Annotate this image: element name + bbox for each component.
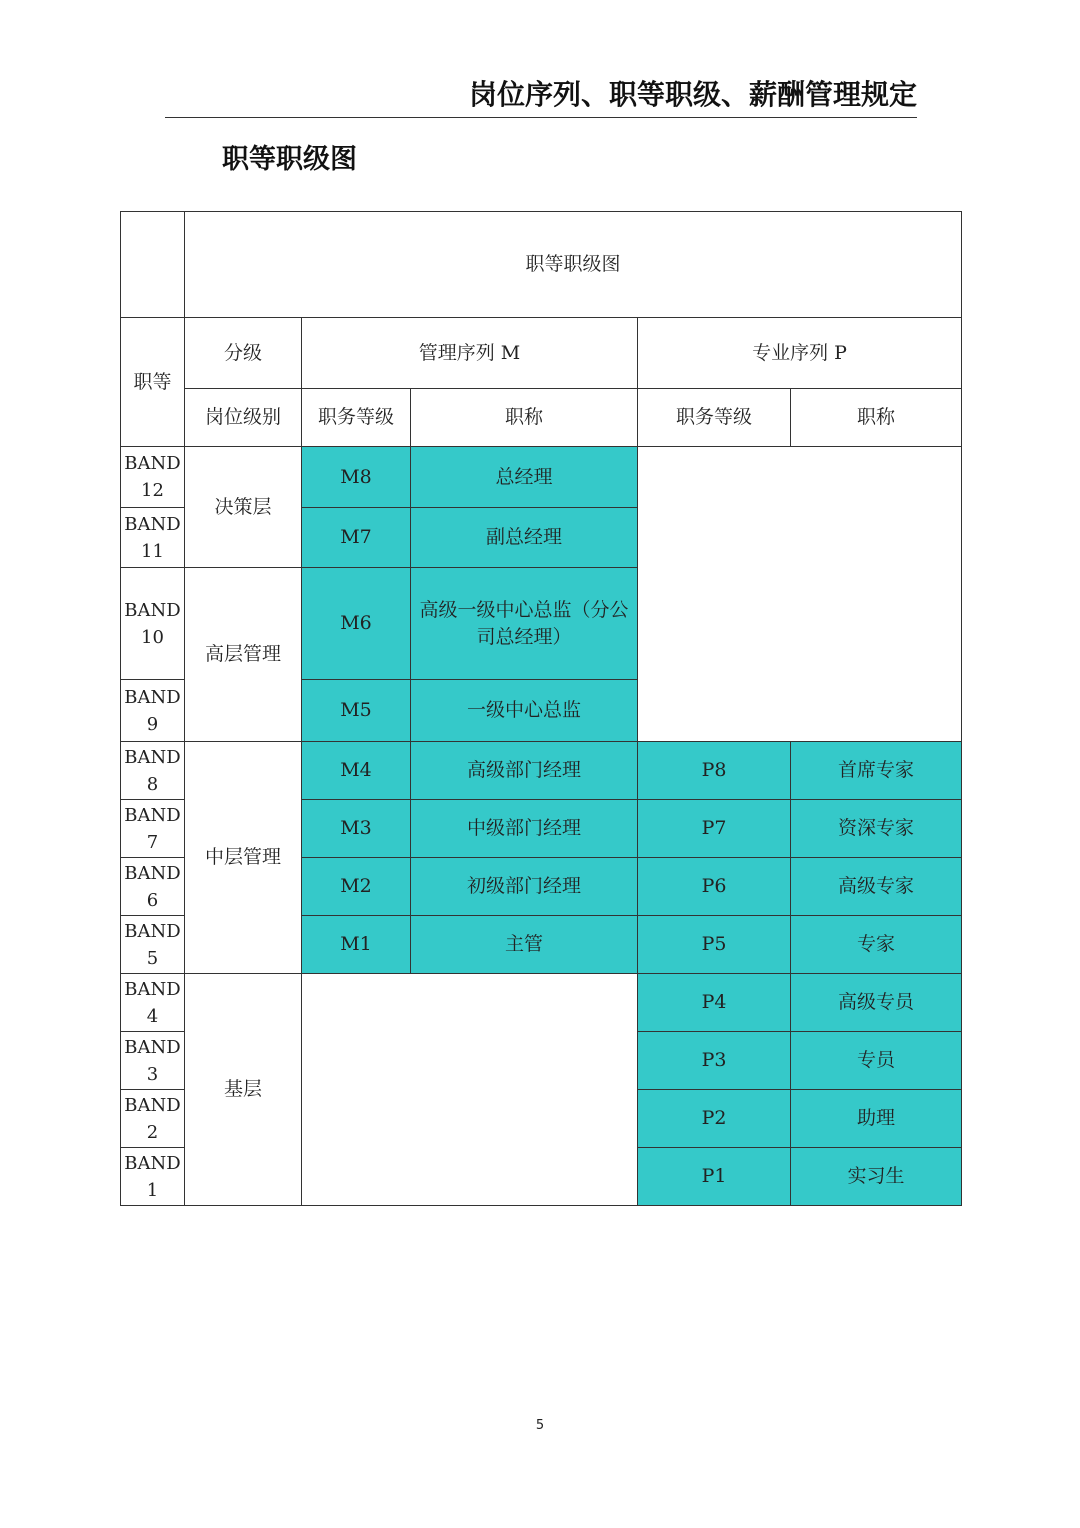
level-base: 基层 bbox=[185, 974, 302, 1206]
mgmt-grade-cell: M6 bbox=[302, 568, 411, 680]
header-mgmt-title: 职称 bbox=[411, 389, 638, 447]
prof-grade-cell: P5 bbox=[638, 916, 791, 974]
band-cell: BAND12 bbox=[121, 447, 185, 508]
band-cell: BAND3 bbox=[121, 1032, 185, 1090]
mgmt-grade-cell: M3 bbox=[302, 800, 411, 858]
band-cell: BAND1 bbox=[121, 1148, 185, 1206]
mgmt-grade-cell: M2 bbox=[302, 858, 411, 916]
prof-grade-cell: P1 bbox=[638, 1148, 791, 1206]
prof-title-cell: 专员 bbox=[791, 1032, 962, 1090]
prof-title-cell: 高级专员 bbox=[791, 974, 962, 1032]
mgmt-title-cell: 初级部门经理 bbox=[411, 858, 638, 916]
mgmt-title-cell: 总经理 bbox=[411, 447, 638, 508]
prof-title-cell: 高级专家 bbox=[791, 858, 962, 916]
band-cell: BAND7 bbox=[121, 800, 185, 858]
band-cell: BAND4 bbox=[121, 974, 185, 1032]
mgmt-grade-cell: M5 bbox=[302, 680, 411, 742]
header-prof-series: 专业序列 P bbox=[638, 318, 962, 389]
header-prof-title: 职称 bbox=[791, 389, 962, 447]
mgmt-title-cell: 高级部门经理 bbox=[411, 742, 638, 800]
prof-grade-cell: P3 bbox=[638, 1032, 791, 1090]
prof-grade-cell: P8 bbox=[638, 742, 791, 800]
mgmt-grade-cell: M4 bbox=[302, 742, 411, 800]
header-fenji: 分级 bbox=[185, 318, 302, 389]
page-number: 5 bbox=[535, 1418, 545, 1433]
prof-grade-cell: P2 bbox=[638, 1090, 791, 1148]
mgmt-grade-cell: M8 bbox=[302, 447, 411, 508]
section-title: 职等职级图 bbox=[222, 144, 357, 175]
prof-grade-cell: P4 bbox=[638, 974, 791, 1032]
band-cell: BAND10 bbox=[121, 568, 185, 680]
table-corner-cell bbox=[121, 212, 185, 318]
prof-title-cell: 助理 bbox=[791, 1090, 962, 1148]
band-cell: BAND9 bbox=[121, 680, 185, 742]
mgmt-title-cell: 主管 bbox=[411, 916, 638, 974]
prof-title-cell: 专家 bbox=[791, 916, 962, 974]
header-prof-grade: 职务等级 bbox=[638, 389, 791, 447]
mgmt-grade-cell: M7 bbox=[302, 508, 411, 568]
level-middle: 中层管理 bbox=[185, 742, 302, 974]
mgmt-empty-area bbox=[302, 974, 638, 1206]
header-zhideng: 职等 bbox=[121, 318, 185, 447]
level-senior: 高层管理 bbox=[185, 568, 302, 742]
prof-title-cell: 资深专家 bbox=[791, 800, 962, 858]
mgmt-title-cell: 高级一级中心总监（分公司总经理） bbox=[411, 568, 638, 680]
mgmt-title-cell: 副总经理 bbox=[411, 508, 638, 568]
band-cell: BAND8 bbox=[121, 742, 185, 800]
header-mgmt-series: 管理序列 M bbox=[302, 318, 638, 389]
band-cell: BAND5 bbox=[121, 916, 185, 974]
grade-level-table bbox=[120, 211, 962, 1206]
header-mgmt-grade: 职务等级 bbox=[302, 389, 411, 447]
band-cell: BAND6 bbox=[121, 858, 185, 916]
prof-grade-cell: P7 bbox=[638, 800, 791, 858]
table-title: 职等职级图 bbox=[185, 212, 962, 318]
mgmt-title-cell: 一级中心总监 bbox=[411, 680, 638, 742]
mgmt-title-cell: 中级部门经理 bbox=[411, 800, 638, 858]
document-header-title: 岗位序列、职等职级、薪酬管理规定 bbox=[165, 72, 917, 118]
prof-title-cell: 实习生 bbox=[791, 1148, 962, 1206]
header-post-level: 岗位级别 bbox=[185, 389, 302, 447]
prof-empty-area bbox=[638, 447, 962, 742]
mgmt-grade-cell: M1 bbox=[302, 916, 411, 974]
prof-title-cell: 首席专家 bbox=[791, 742, 962, 800]
prof-grade-cell: P6 bbox=[638, 858, 791, 916]
band-cell: BAND11 bbox=[121, 508, 185, 568]
level-decision: 决策层 bbox=[185, 447, 302, 568]
band-cell: BAND2 bbox=[121, 1090, 185, 1148]
